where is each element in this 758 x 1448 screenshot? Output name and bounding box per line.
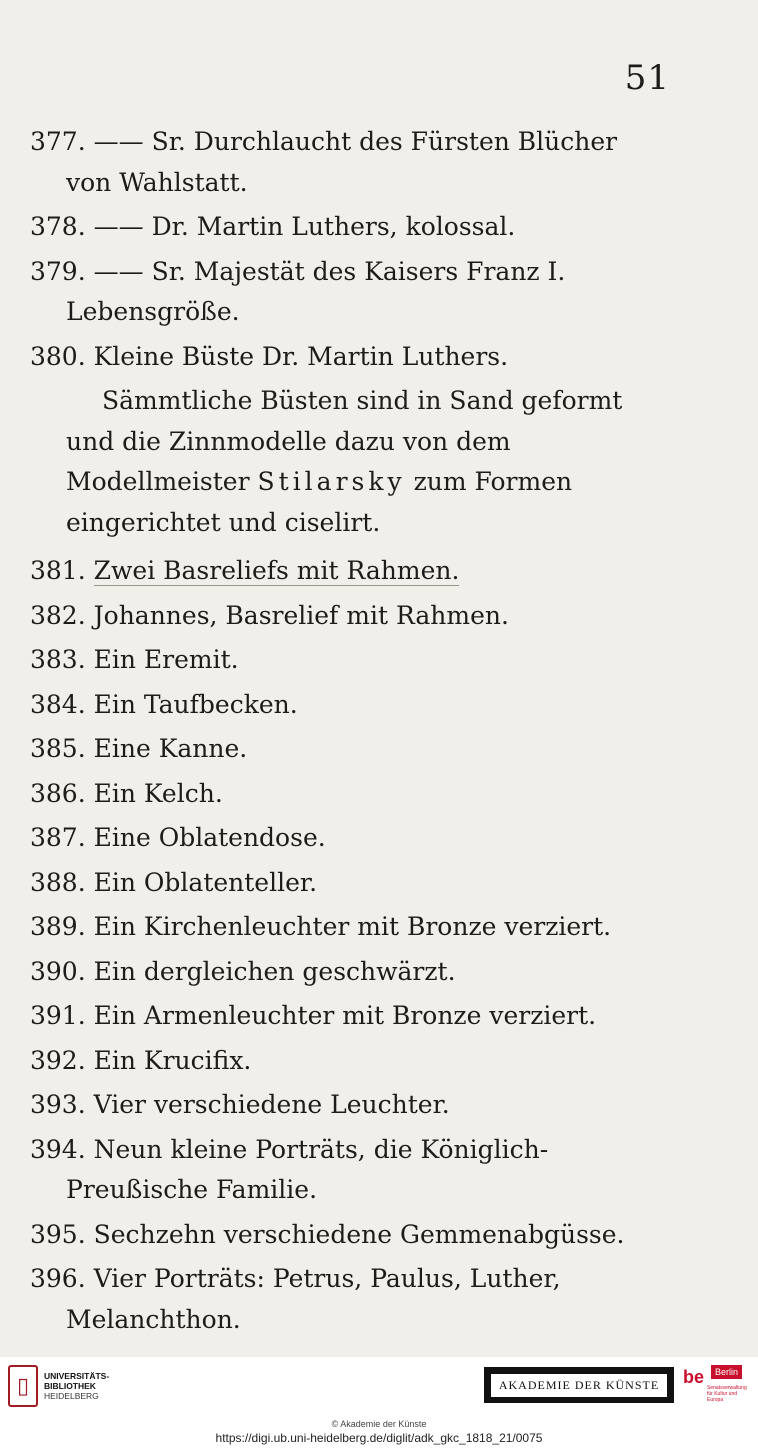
akademie-der-kuenste-logo[interactable] (484, 1367, 674, 1403)
berlin-tag: Berlin (711, 1365, 742, 1379)
entry-text: Ein Taufbecken. (93, 689, 298, 719)
catalog-entry (30, 996, 670, 1037)
catalog-entry (30, 1130, 670, 1211)
entry-text: Johannes, Basrelief mit Rahmen. (93, 600, 509, 630)
entry-text: Eine Kanne. (93, 734, 248, 763)
entry-text: Ein Armenleuchter mit Bronze verziert. (93, 1001, 597, 1030)
catalog-entry (30, 207, 670, 248)
entry-text: Kleine Büste Dr. Martin Luthers. (93, 341, 509, 371)
permalink-url[interactable]: https://digi.ub.uni-heidelberg.de/diglit/adk_gkc_1818_21/0075 (215, 1431, 543, 1445)
note-text-before: Sämmtliche Büsten sind in Sand geformt und die Zinnmodelle dazu von dem Modellmeister (66, 386, 623, 496)
entry-number: 378. (30, 212, 86, 241)
entry-text: Vier Porträts: Petrus, Paulus, Luther, Melanchthon. (66, 1264, 561, 1334)
entry-number: 383. (30, 645, 86, 674)
berlin-be-mark: be (683, 1367, 705, 1387)
entry-number: 382. (30, 600, 86, 630)
entry-number: 384. (30, 689, 86, 719)
catalog-entry (30, 729, 670, 770)
page-number: 51 (624, 58, 670, 98)
catalog-entry (30, 640, 670, 681)
copyright-notice: © Akademie der Künste (331, 1419, 427, 1429)
akademie-logo-text: AKADEMIE DER KÜNSTE (491, 1374, 667, 1397)
viewer-footer (0, 1357, 758, 1448)
entry-number: 380. (30, 341, 86, 371)
catalog-entry (30, 122, 670, 203)
university-seal-icon: ▯ (8, 1365, 38, 1407)
entry-text: Zwei Basreliefs mit Rahmen. (93, 556, 460, 585)
entry-text: Ein dergleichen geschwärzt. (93, 956, 456, 986)
note-text-after: zum Formen eingerichtet und ciselirt. (66, 467, 573, 537)
university-library-logo[interactable] (8, 1365, 109, 1407)
catalog-entry (30, 1215, 670, 1256)
entry-text: Vier verschiedene Leuchter. (93, 1090, 450, 1119)
entry-text: —— Sr. Majestät des Kaisers Franz I. Lebensgröße. (66, 256, 566, 326)
catalog-entry (30, 774, 670, 815)
entry-number: 396. (30, 1264, 86, 1293)
university-library-name (44, 1371, 109, 1401)
note-modeller-name: Stilarsky (257, 467, 406, 496)
busts-note (30, 381, 670, 543)
entry-number: 388. (30, 867, 86, 897)
catalog-entry (30, 1259, 670, 1340)
entry-number: 387. (30, 823, 86, 852)
catalog-entry (30, 1041, 670, 1082)
entry-text: Sechzehn verschiedene Gemmenabgüsse. (93, 1219, 625, 1249)
entry-number: 390. (30, 956, 86, 986)
catalog-entry (30, 818, 670, 859)
entry-number: 377. (30, 127, 86, 156)
catalog-entry (30, 685, 670, 726)
entry-text: —— Dr. Martin Luthers, kolossal. (93, 212, 516, 241)
catalog-entry (30, 907, 670, 948)
entry-text: —— Sr. Durchlaucht des Fürsten Blücher von Wahlstatt. (66, 127, 618, 197)
catalog-entry (30, 551, 670, 592)
entry-number: 385. (30, 734, 86, 763)
catalog-entry (30, 596, 670, 637)
uni-logo-line3: HEIDELBERG (44, 1391, 99, 1401)
catalog-entry (30, 252, 670, 333)
uni-logo-line1: UNIVERSITÄTS- (44, 1371, 110, 1381)
catalog-entry (30, 1085, 670, 1126)
entry-number: 391. (30, 1001, 86, 1030)
entry-number: 395. (30, 1219, 86, 1249)
entry-text: Ein Oblatenteller. (93, 867, 318, 897)
entry-text: Neun kleine Porträts, die Königlich-Preußische Familie. (66, 1134, 549, 1204)
entry-number: 379. (30, 256, 86, 286)
entry-number: 381. (30, 556, 86, 585)
entry-text: Ein Krucifix. (93, 1045, 252, 1075)
berlin-senate-logo[interactable] (683, 1365, 753, 1409)
entry-text: Eine Oblatendose. (93, 823, 326, 852)
entry-number: 386. (30, 778, 86, 808)
catalog-entry (30, 952, 670, 993)
entry-number: 389. (30, 912, 86, 941)
entry-text: Ein Kirchenleuchter mit Bronze verziert. (93, 912, 612, 941)
uni-logo-line2: BIBLIOTHEK (44, 1381, 96, 1391)
entry-number: 394. (30, 1134, 86, 1164)
catalog-entries (30, 122, 670, 1344)
entry-number: 392. (30, 1045, 86, 1075)
berlin-subtitle: Senatsverwaltung für Kultur und Europa (707, 1385, 747, 1403)
catalog-entry (30, 863, 670, 904)
entry-number: 393. (30, 1090, 86, 1119)
entry-text: Ein Eremit. (93, 645, 239, 674)
entry-text: Ein Kelch. (93, 778, 223, 808)
catalog-entry (30, 337, 670, 378)
